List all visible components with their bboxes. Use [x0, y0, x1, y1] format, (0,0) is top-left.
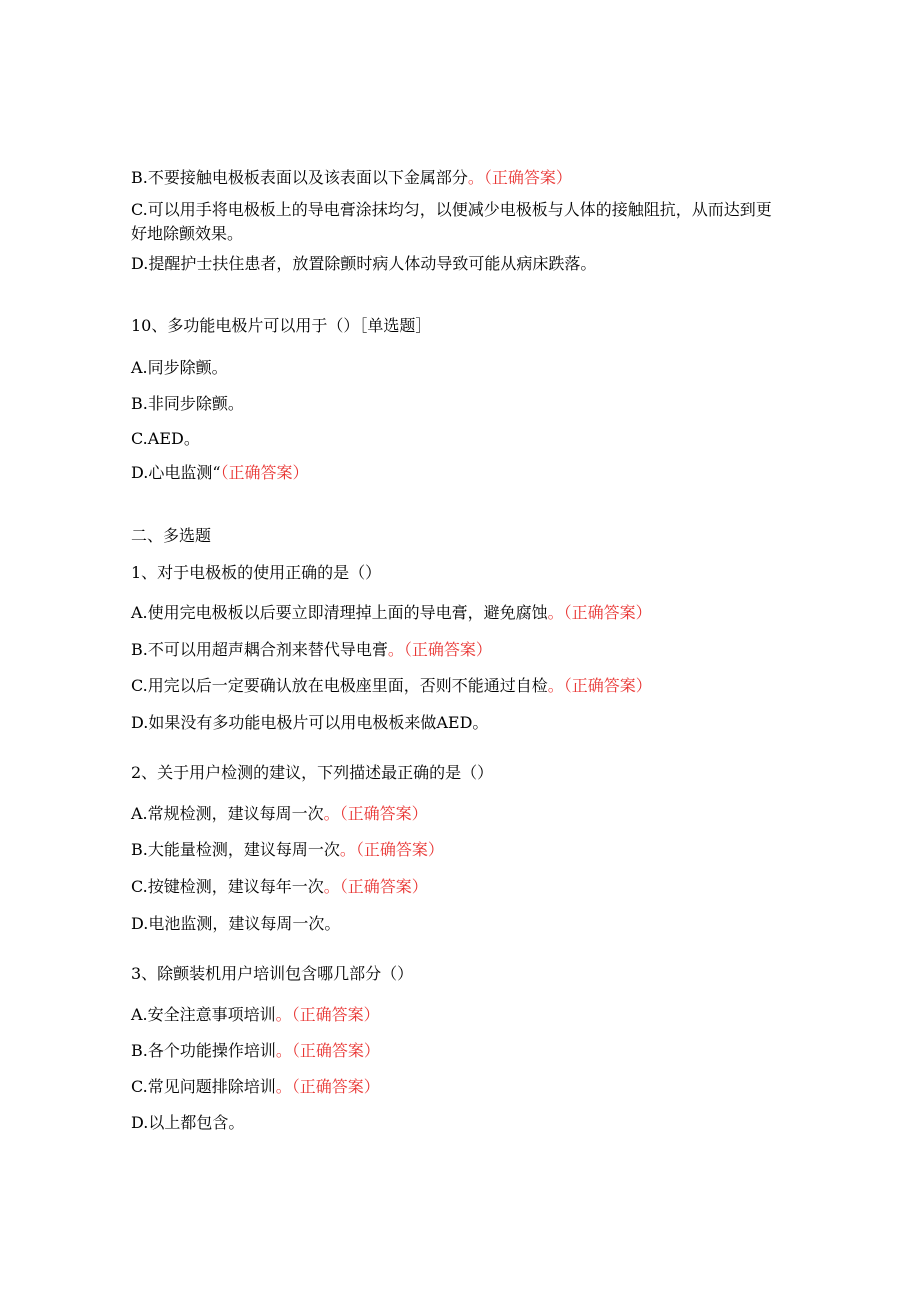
- option-b-m1: [131, 638, 492, 662]
- option-b-m2: [131, 838, 444, 862]
- question-text: 10、多功能电极片可以用于（）［单选题］: [131, 316, 432, 335]
- correct-answer-mark: 。（正确答案）: [387, 640, 492, 659]
- option-text: B.各个功能操作培训: [131, 1041, 276, 1060]
- question-m2-title: [131, 761, 493, 785]
- correct-answer-mark: 。（正确答案）: [547, 676, 652, 695]
- option-text: A.同步除颤。: [131, 358, 228, 377]
- option-c-q10: [131, 427, 200, 451]
- option-a-m3: [131, 1003, 380, 1027]
- correct-answer-mark: （正确答案）: [220, 463, 309, 482]
- option-text: B.不要接触电极板表面以及该表面以下金属部分: [131, 168, 468, 187]
- correct-answer-mark: 。（正确答案）: [275, 1041, 380, 1060]
- correct-answer-mark: 。（正确答案）: [339, 840, 444, 859]
- correct-answer-mark: 。（正确答案）: [323, 877, 428, 896]
- correct-answer-mark: 。（正确答案）: [467, 168, 572, 187]
- option-d-m3: [131, 1111, 244, 1135]
- option-text: C.用完以后一定要确认放在电极座里面，否则不能通过自检: [131, 676, 548, 695]
- option-c-m3: [131, 1075, 380, 1099]
- option-text: D.以上都包含。: [131, 1113, 245, 1132]
- option-d-q10: [131, 461, 309, 485]
- option-b-q10: [131, 392, 244, 416]
- correct-answer-mark: 。（正确答案）: [275, 1005, 380, 1024]
- option-text: D.提醒护士扶住患者，放置除颤时病人体动导致可能从病床跌落。: [131, 254, 597, 273]
- option-text: D.电池监测，建议每周一次。: [131, 914, 341, 933]
- option-a-q10: [131, 356, 228, 380]
- correct-answer-mark: 。（正确答案）: [275, 1077, 380, 1096]
- option-b-m3: [131, 1039, 380, 1063]
- option-d-q9: [131, 252, 596, 276]
- question-10-title: [131, 314, 431, 338]
- option-text: A.常规检测，建议每周一次: [131, 804, 324, 823]
- option-text: B.非同步除颤。: [131, 394, 244, 413]
- option-text: C.AED。: [131, 429, 200, 448]
- option-b-q9: [131, 166, 572, 190]
- option-text: C.按键检测，建议每年一次: [131, 877, 324, 896]
- question-text: 3、除颤装机用户培训包含哪几部分（）: [131, 964, 414, 983]
- option-d-m1: [131, 711, 488, 735]
- option-c-q9: [131, 198, 781, 246]
- correct-answer-mark: 。（正确答案）: [547, 603, 652, 622]
- option-c-m1: [131, 674, 652, 698]
- option-text: B.不可以用超声耦合剂来替代导电膏: [131, 640, 388, 659]
- question-text: 1、对于电极板的使用正确的是（）: [131, 563, 382, 582]
- question-m1-title: [131, 561, 381, 585]
- correct-answer-mark: 。（正确答案）: [323, 804, 428, 823]
- section-heading-multi: [131, 524, 211, 548]
- option-a-m2: [131, 802, 428, 826]
- option-text: C.可以用手将电极板上的导电膏涂抹均匀，以便减少电极板与人体的接触阻抗，从而达到更好地除颤效果。: [131, 200, 772, 243]
- option-d-m2: [131, 912, 340, 936]
- option-a-m1: [131, 601, 652, 625]
- question-m3-title: [131, 962, 413, 986]
- question-text: 2、关于用户检测的建议，下列描述最正确的是（）: [131, 763, 494, 782]
- option-text: C.常见问题排除培训: [131, 1077, 276, 1096]
- option-c-m2: [131, 875, 428, 899]
- option-text: A.安全注意事项培训: [131, 1005, 276, 1024]
- option-text: A.使用完电极板以后要立即清理掉上面的导电膏，避免腐蚀: [131, 603, 548, 622]
- option-text: D.心电监测“: [131, 463, 221, 482]
- option-text: B.大能量检测，建议每周一次: [131, 840, 340, 859]
- option-text: D.如果没有多功能电极片可以用电极板来做AED。: [131, 713, 489, 732]
- section-text: 二、多选题: [131, 526, 212, 545]
